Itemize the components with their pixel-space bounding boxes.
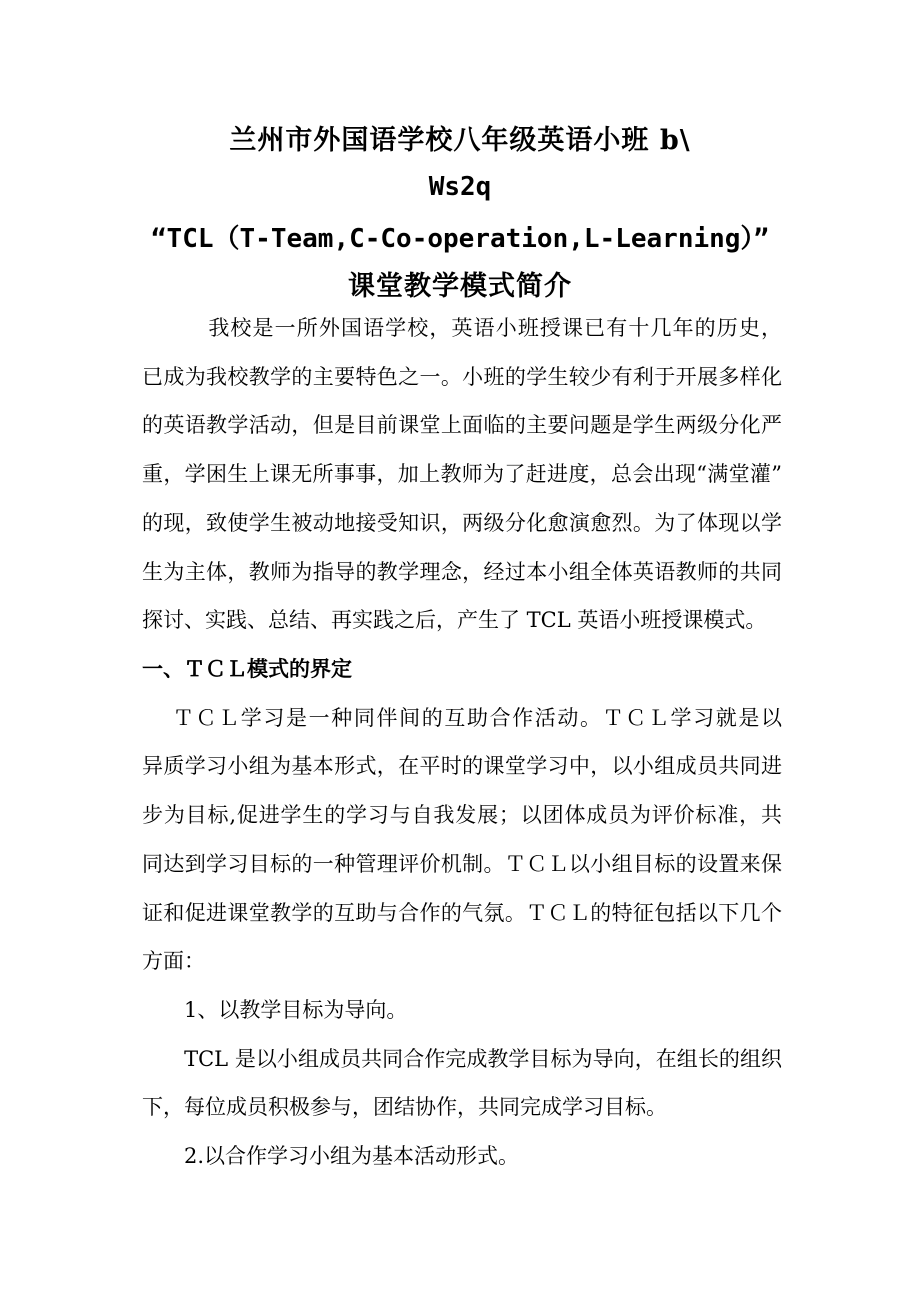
section-paragraph-line: 步为目标,促进学生的学习与自我发展；以团体成员为评价标准，共 [142, 803, 782, 827]
intro-line: 已成为我校教学的主要特色之一。小班的学生较少有利于开展多样化 [142, 365, 782, 389]
title-line-3: “TCL（T-Team,C-Co-operation,L-Learning）” [150, 224, 770, 254]
intro-line: 我校是一所外国语学校，英语小班授课已有十几年的历史， [142, 316, 782, 340]
title-line-4: 课堂教学模式简介 [348, 271, 572, 302]
list-item-title: 2.以合作学习小组为基本活动形式。 [142, 1144, 520, 1168]
section-paragraph-line: ＴＣＬ学习是一种同伴间的互助合作活动。ＴＣＬ学习就是以 [142, 706, 782, 730]
title-line-1: 兰州市外国语学校八年级英语小班 b\ [229, 125, 691, 156]
section-paragraph-line: 证和促进课堂教学的互助与合作的气氛。ＴＣＬ的特征包括以下几个 [142, 901, 782, 925]
intro-line: 探讨、实践、总结、再实践之后，产生了 TCL 英语小班授课模式。 [142, 608, 767, 632]
list-item-text-line: 下，每位成员积极参与，团结协作，共同完成学习目标。 [142, 1095, 667, 1119]
intro-line: 重，学困生上课无所事事，加上教师为了赶进度，总会出现“满堂灌” [142, 462, 782, 486]
section-paragraph-line: 异质学习小组为基本形式，在平时的课堂学习中，以小组成员共同进 [142, 754, 782, 778]
section-heading: 一、ＴＣＬ模式的界定 [142, 657, 352, 681]
intro-line: 的现，致使学生被动地接受知识，两级分化愈演愈烈。为了体现以学 [142, 511, 782, 535]
list-item-title: 1、以教学目标为导向。 [142, 998, 408, 1022]
list-item-text-line: TCL 是以小组成员共同合作完成教学目标为导向，在组长的组织 [142, 1047, 782, 1071]
title-line-2: Ws2q [428, 172, 492, 202]
section-paragraph-line: 同达到学习目标的一种管理评价机制。ＴＣＬ以小组目标的设置来保 [142, 852, 782, 876]
intro-line: 生为主体，教师为指导的教学理念，经过本小组全体英语教师的共同 [142, 560, 782, 584]
intro-line: 的英语教学活动，但是目前课堂上面临的主要问题是学生两级分化严 [142, 413, 782, 437]
section-paragraph-line: 方面： [142, 949, 205, 973]
